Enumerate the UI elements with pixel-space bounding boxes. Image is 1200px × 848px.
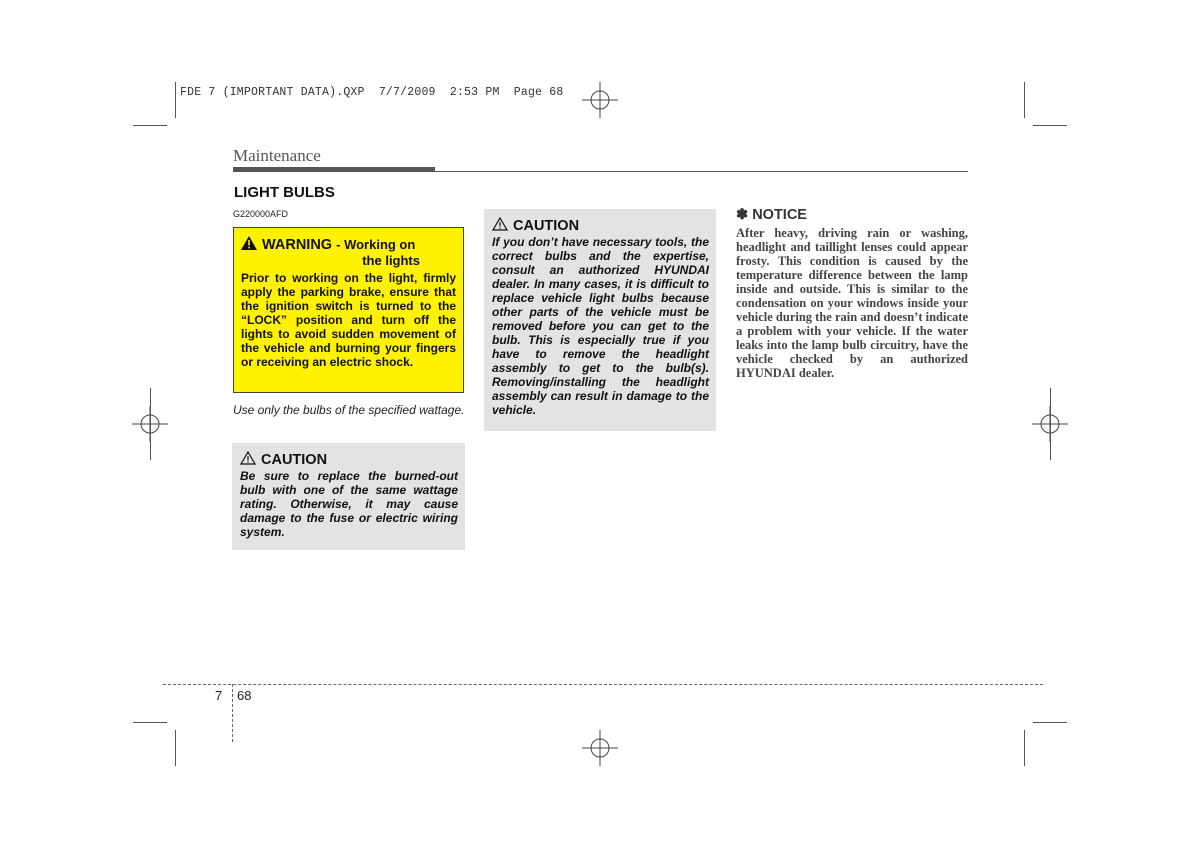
footer-rule: [163, 684, 1043, 685]
registration-mark-icon: [582, 82, 618, 118]
warning-title: [241, 236, 456, 269]
warning-text: Prior to working on the light, firmly apply the parking brake, ensure that the ignition switch is turned to the “LOCK” position and turn off the lights to avoid sudden movement of the vehicle and burning your fingers or receiving an electric shock.: [241, 271, 456, 369]
crop-mark: [150, 388, 151, 460]
caution-box: [232, 443, 465, 550]
crop-mark: [175, 730, 176, 766]
caution-label: CAUTION: [513, 218, 580, 234]
crop-mark: [133, 125, 167, 126]
caution-text: If you don’t have necessary tools, the correct bulbs and the expertise, consult an authorized HYUNDAI dealer. In many cases, it is difficult to replace vehicle light bulbs because other parts of the vehicle must be removed before you can get to the bulb. This is especially true if you have to remove the headlight assembly to get to the bulb(s). Removing/installing the headlight assembly can result in damage to the vehicle.: [492, 235, 709, 417]
print-slug: FDE 7 (IMPORTANT DATA).QXP 7/7/2009 2:53 PM Page 68: [180, 86, 564, 99]
header-rule: [233, 167, 435, 172]
caution-text: Be sure to replace the burned-out bulb with one of the same wattage rating. Otherwise, it may cause damage to the fuse or electric wiring system.: [240, 469, 458, 539]
crop-mark: [1033, 722, 1067, 723]
page-number: 68: [237, 688, 252, 703]
notice-symbol-icon: ✽: [736, 207, 749, 223]
chapter-number: 7: [215, 688, 223, 703]
warning-subtitle: the lights: [362, 253, 420, 268]
notice-text: After heavy, driving rain or washing, headlight and taillight lenses could appear frosty. This condition is caused by the temperature difference between the lamp inside and outside. This is similar to the condensation on your windows inside your vehicle during the rain and doesn’t indicate a problem with your vehicle. If the water leaks into the lamp bulb circuitry, have the vehicle checked by an authorized HYUNDAI dealer.: [736, 226, 968, 380]
caution-title: [240, 451, 458, 469]
crop-mark: [175, 82, 176, 118]
document-code: G220000AFD: [233, 209, 289, 219]
caution-icon: [240, 451, 256, 465]
warning-label: WARNING: [262, 237, 333, 253]
warning-box: [233, 227, 464, 393]
notice-label: NOTICE: [752, 207, 807, 223]
header-rule: [435, 171, 968, 172]
footer-divider: [232, 684, 233, 742]
notice-title: [736, 207, 807, 223]
crop-mark: [1024, 730, 1025, 766]
caution-label: CAUTION: [261, 452, 328, 468]
page-heading: LIGHT BULBS: [234, 184, 335, 201]
warning-icon: [241, 236, 257, 250]
crop-mark: [1050, 388, 1051, 460]
registration-mark-icon: [582, 730, 618, 766]
warning-subtitle: - Working on: [336, 237, 416, 252]
body-paragraph: Use only the bulbs of the specified wattage.: [233, 403, 465, 417]
caution-title: [492, 217, 709, 235]
section-title: Maintenance: [233, 146, 321, 165]
caution-box: [484, 209, 716, 431]
crop-mark: [1033, 125, 1067, 126]
caution-icon: [492, 217, 508, 231]
crop-mark: [1024, 82, 1025, 118]
crop-mark: [133, 722, 167, 723]
